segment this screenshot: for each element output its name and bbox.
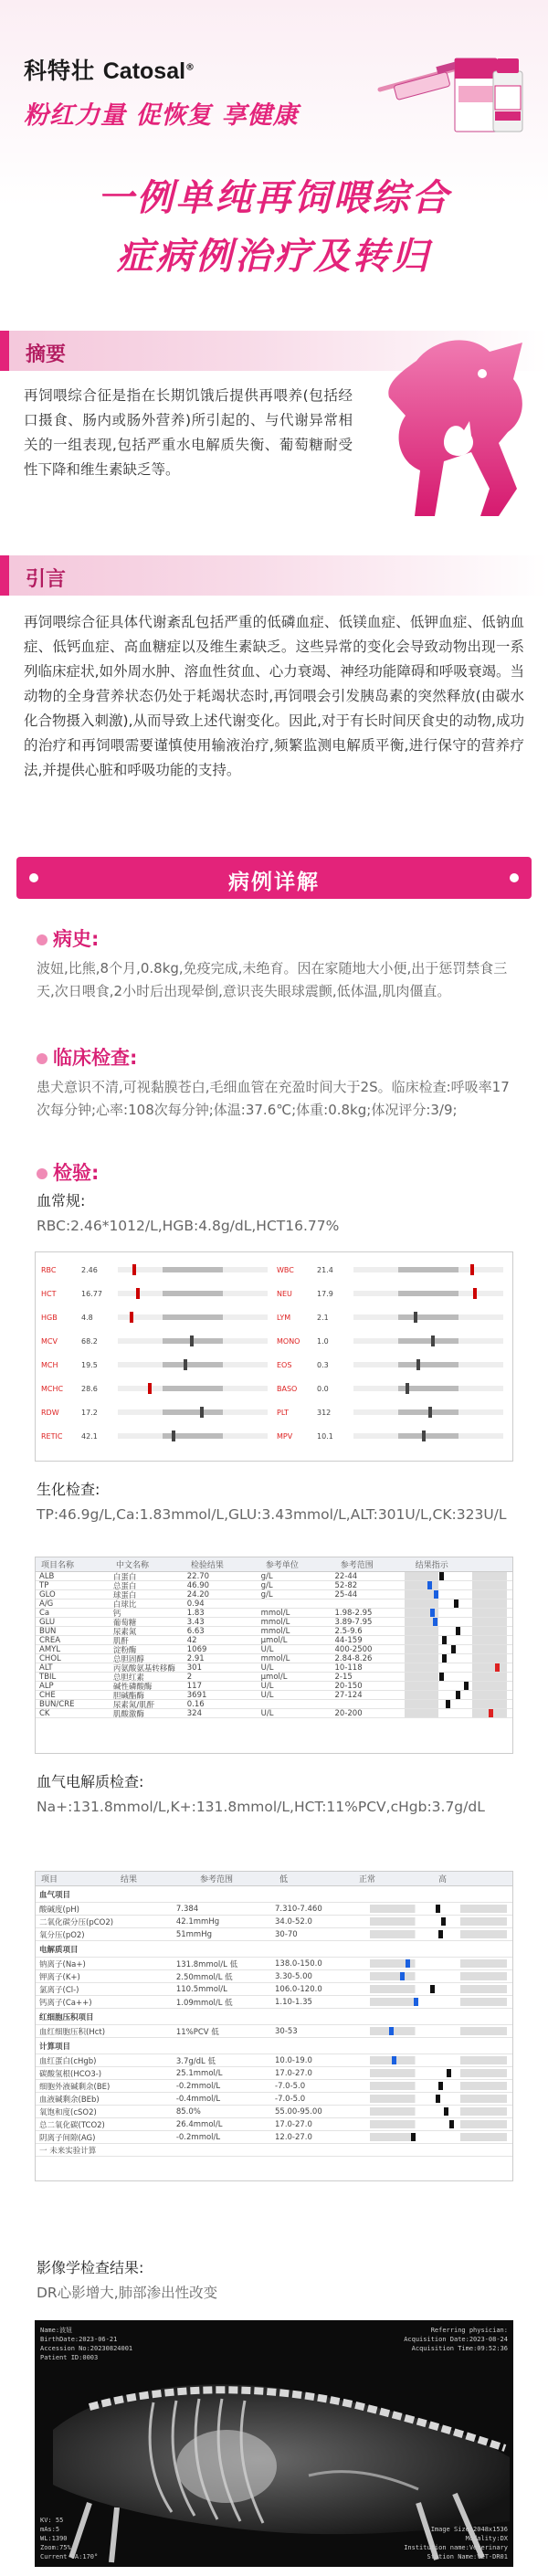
- cbc-report-column: RBC 2.46 HCT 16.77 HGB 4.8 MCV 68.2 MCH 19.5 MCHC 28.6 RDW 17.2 RETIC 42.1: [41, 1258, 275, 1448]
- xray-info-bottom-left: KV: 55 mAs:5 WL:1390 Zoom:75% Current OA:170°: [40, 2517, 99, 2560]
- header: [0, 0, 548, 155]
- dog-cat-logo-icon: [362, 333, 535, 525]
- bullet-dot: [37, 1168, 47, 1179]
- heading-bar: [0, 331, 9, 371]
- bio-values: TP:46.9g/L,Ca:1.83mmol/L,GLU:3.43mmol/L,ALT:301U/L,CK:323U/L: [37, 1506, 507, 1523]
- history-heading: 病史:: [37, 924, 99, 952]
- xray-info-top-right: Referring physician: Acquisition Date:2023-08-24 Acquisition Time:09:52:36: [404, 2327, 508, 2352]
- banner-dot: [510, 873, 519, 882]
- gas-values: Na+:131.8mmol/L,K+:131.8mmol/L,HCT:11%PCV,cHgb:3.7g/dL: [37, 1799, 485, 1815]
- tagline: 粉红力量 促恢复 享健康: [24, 101, 299, 130]
- intro-text: 再饲喂综合征具体代谢紊乱包括严重的低磷血症、低镁血症、低钾血症、低钠血症、低钙血症、高血糖症以及维生素缺乏。这些异常的变化会导致动物出现一系列临床症状,如外周水肿、溶血性贫血、心力衰竭、神经功能障碍和呼吸衰竭。当动物的全身营养状态仍处于耗竭状态时,再饲喂会引发胰岛素的突然释放(由碳水化合物摄入刺激),从而导致上述代谢变化。因此,对于有长时间厌食史的动物,成功的治疗和再饲喂需要谨慎使用输液治疗,频繁监测电解质平衡,进行保守的营养疗法,并提供心脏和呼吸功能的支持。: [24, 614, 524, 778]
- xray-image: [35, 2320, 513, 2567]
- exam-text: 患犬意识不清,可视黏膜苍白,毛细血管在充盈时间大于2S。临床检查:呼吸率17次每分钟;心率:108次每分钟;体温:37.6℃;体重:0.8kg;体况评分:3/9;: [37, 1079, 510, 1118]
- brand-name-cn: 科特壮: [24, 58, 96, 84]
- cbc-label: 血常规:: [37, 1192, 86, 1209]
- intro-heading: [0, 555, 548, 596]
- intro-heading-text: 引言: [26, 568, 67, 591]
- main-title-line2: 症病例治疗及转归: [117, 236, 431, 278]
- brand-logo: 科特壮 Catosal®: [24, 58, 195, 84]
- bio-label: 生化检查:: [37, 1481, 100, 1498]
- bullet-dot: [37, 1053, 47, 1064]
- xray-info-bottom-right: Image Size:2048x1536 Modality:DX Institution name:Veterinary Station Name:VET-DR01: [404, 2526, 508, 2560]
- main-title: [0, 169, 548, 286]
- cbc-report-image: [35, 1251, 513, 1462]
- gas-label: 血气电解质检查:: [37, 1773, 144, 1790]
- abstract-heading-text: 摘要: [26, 343, 67, 366]
- blood-gas-report-image: 项目 结果 参考范围 低 正常 高 血气项目 酸碱度(pH) 7.384 7.310-7.460 二氧化碳分压(pCO2) 42.1mmHg 34.0-52.0 氧分压(pO2) 51mmHg 30-70 电解质项目 钠离子(Na+) 131.8mmol/L 低 138.0-150.0 钾离子(K+) 2.50mmol/L 低 3.30-5.00 氯离子(Cl-) 110.5mmol/L 106.0-120.0 钙离子(Ca++) 1.09mmol/L 低 1.10-1.35 红细胞压积项目 血红细胞压积(Hct) 11%PCV 低 30-53 计算项目 血红蛋白(cHgb) 3.7g/dL 低 10.0-19.0 碳酸氢根(HCO3-) 25.1mmol/L 17.0-27.0 细胞外液碱剩余(BE) -0.2mmol/L -7.0-5.0 血液碱剩余(BEb) -0.4mmol/L -7.0-5.0 氧饱和度(cSO2) 85.0% 55.00-95.00 总二氧化碳(TCO2) 26.4mmol/L 17.0-27.0 阴离子间隙(AG) -0.2mmol/L 12.0-27.0 一 未来实验计算: [35, 1871, 513, 2181]
- product-image: [376, 31, 532, 141]
- xray-info-top-left: Name:波妞 BirthDate:2023-06-21 Accession No:20230824001 Patient ID:0003: [40, 2327, 133, 2361]
- brand-name-en: Catosal: [102, 58, 186, 84]
- bullet-dot: [37, 934, 47, 945]
- main-title-line1: 一例单纯再饲喂综合: [97, 177, 451, 219]
- tests-heading: 检验:: [37, 1158, 99, 1186]
- case-banner: [16, 857, 532, 899]
- case-banner-text: 病例详解: [228, 871, 320, 894]
- history-text: 波妞,比熊,8个月,0.8kg,免疫完成,未绝育。因在家随地大小便,出于惩罚禁食三天,次日喂食,2小时后出现晕倒,意识丧失眼球震颤,低体温,肌肉僵直。: [37, 960, 508, 999]
- img-values: DR心影增大,肺部渗出性改变: [37, 2285, 218, 2301]
- abstract-text: 再饲喂综合征是指在长期饥饿后提供再喂养(包括经口摄食、肠内或肠外营养)所引起的、与代谢异常相关的一组表现,包括严重水电解质失衡、葡萄糖耐受性下降和维生素缺乏等。: [24, 387, 353, 478]
- cbc-values: RBC:2.46*1012/L,HGB:4.8g/dL,HCT16.77%: [37, 1218, 340, 1234]
- exam-heading: 临床检查:: [37, 1043, 137, 1071]
- cbc-report-column: WBC 21.4 NEU 17.9 LYM 2.1 MONO 1.0 EOS 0.3 BASO 0.0 PLT 312 MPV 10.1: [277, 1258, 511, 1448]
- biochemistry-report-image: 项目名称 中文名称 检验结果 参考单位 参考范围 结果指示 ALB 白蛋白 22.70 g/L 22-44 TP 总蛋白 46.90 g/L 52-82 GLO 球蛋白 24.20 g/L 25-44 A/G 白球比 0.94 Ca 钙 1.83 mmol/L 1.98-2.95 GLU 葡萄糖 3.43 mmol/L 3.89-7.95 BUN 尿素氮 6.63 mmol/L 2.5-9.6 CREA 肌酐 42 μmol/L 44-159 AMYL 淀粉酶 1069 U/L 400-2500 CHOL 总胆固醇 2.91 mmol/L 2.84-8.26 ALT 丙氨酸氨基转移酶 301 U/L 10-118 TBIL 总胆红素 2 μmol/L 2-15 ALP 碱性磷酸酶 117 U/L 20-150 CHE 胆碱酯酶 3691 U/L 27-124 BUN/CRE 尿素氮/肌酐 0.16 CK 肌酸激酶 324 U/L 20-200: [35, 1557, 513, 1754]
- heading-bar: [0, 555, 9, 596]
- img-label: 影像学检查结果:: [37, 2259, 144, 2276]
